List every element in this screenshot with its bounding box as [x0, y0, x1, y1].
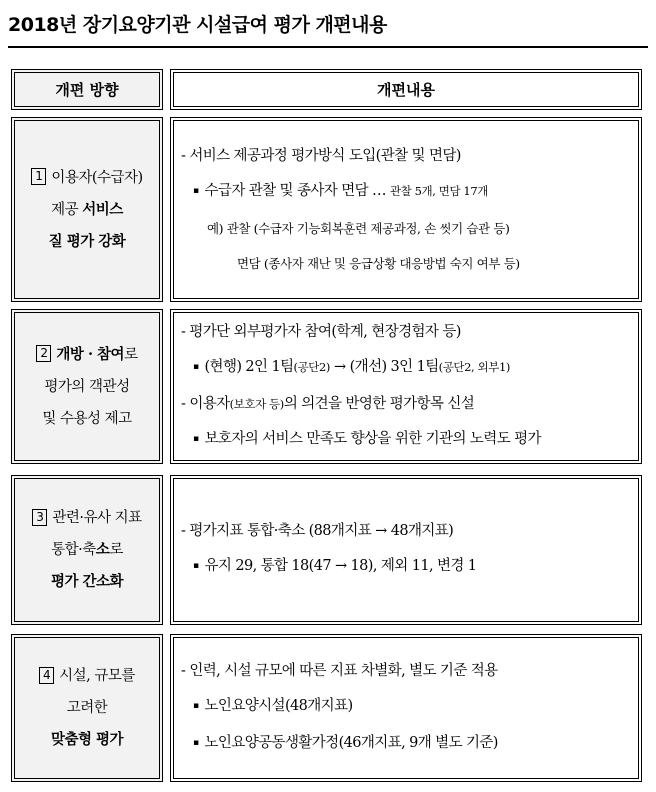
row-1-content	[181, 118, 635, 301]
row-2-content-cell	[170, 309, 642, 464]
list-item: ▪ (현행) 2인 1팀(공단2) → (개선) 3인 1팀(공단2, 외부1)	[193, 358, 510, 375]
row-3-number: 3	[32, 509, 47, 526]
header-content-label: 개편내용	[377, 81, 435, 99]
row-2-content	[181, 310, 635, 463]
row-1-number: 1	[31, 168, 46, 185]
header-direction-label: 개편 방향	[55, 81, 119, 99]
list-item: - 인력, 시설 규모에 따른 지표 차별화, 별도 기준 적용	[181, 662, 498, 679]
page-title: 2018년 장기요양기관 시설급여 평가 개편내용	[8, 14, 387, 36]
row-4-content-cell	[170, 634, 642, 782]
row-4-category-cell	[11, 634, 163, 782]
list-item: - 평가지표 통합·축소 (88개지표 → 48개지표)	[181, 523, 454, 539]
row-3-content	[181, 476, 635, 624]
header-direction-cell	[11, 69, 163, 110]
row-3-category: 3 관련·유사 지표 통합·축소로 평가 간소화	[12, 476, 162, 624]
list-item: ▪ 수급자 관찰 및 종사자 면담 … 관찰 5개, 면담 17개	[193, 182, 488, 199]
list-item: ▪ 노인요양시설(48개지표)	[193, 697, 353, 714]
row-1-category-cell	[11, 117, 163, 302]
list-item: - 서비스 제공과정 평가방식 도입(관찰 및 면담)	[181, 147, 461, 164]
list-item: ▪ 노인요양공동생활가정(46개지표, 9개 별도 기준)	[193, 734, 498, 751]
row-2-category: 2 개방 · 참여로 평가의 객관성 및 수용성 제고	[12, 310, 162, 463]
list-item: - 평가단 외부평가자 참여(학계, 현장경험자 등)	[181, 323, 461, 340]
row-3-category-cell	[11, 475, 163, 625]
list-item: 면담 (종사자 재난 및 응급상황 대응방법 숙지 여부 등)	[237, 255, 520, 271]
list-item: 예) 관찰 (수급자 기능회복훈련 제공과정, 손 씻기 습관 등)	[207, 220, 510, 236]
row-4-content	[181, 635, 635, 781]
list-item: - 이용자(보호자 등)의 의견을 반영한 평가항목 신설	[181, 395, 475, 412]
row-4-number: 4	[39, 667, 54, 684]
row-1-content-cell	[170, 117, 642, 302]
row-2-category-cell	[11, 309, 163, 464]
row-3-content-cell	[170, 475, 642, 625]
title-underline	[8, 46, 648, 48]
row-2-number: 2	[36, 345, 51, 362]
row-1-category: 1 이용자(수급자) 제공 서비스 질 평가 강화	[12, 118, 162, 301]
header-content-cell	[170, 69, 642, 110]
list-item: ▪ 보호자의 서비스 만족도 향상을 위한 기관의 노력도 평가	[193, 430, 541, 447]
row-4-category: 4 시설, 규모를 고려한 맞춤형 평가	[12, 635, 162, 781]
list-item: ▪ 유지 29, 통합 18(47 → 18), 제외 11, 변경 1	[193, 558, 477, 574]
